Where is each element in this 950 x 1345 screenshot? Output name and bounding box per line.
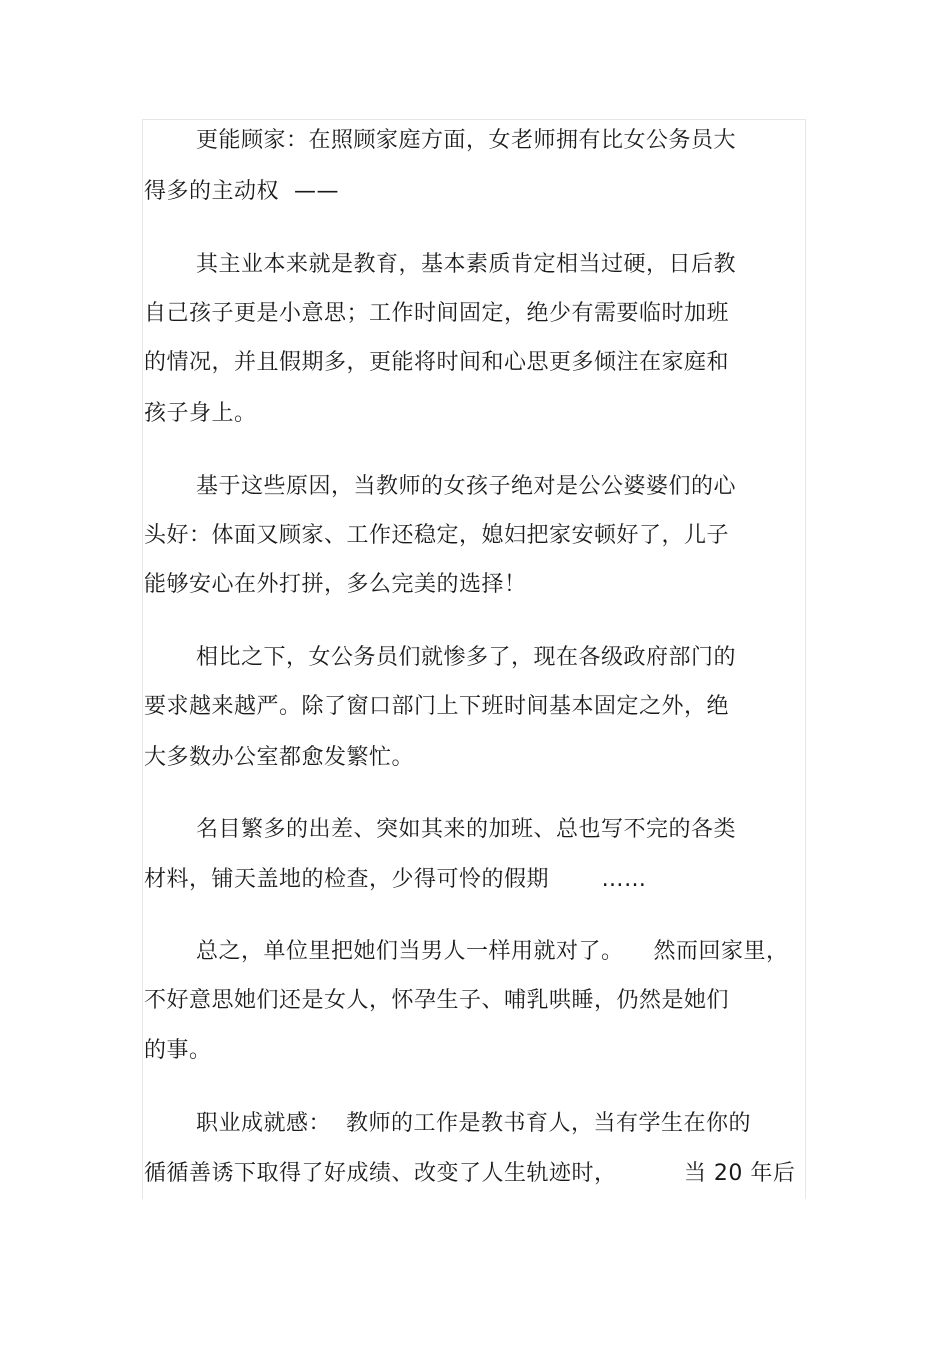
paragraph-line: 职业成就感： 教师的工作是教书育人，当有学生在你的 [196,1111,751,1136]
paragraph-line: 总之，单位里把她们当男人一样用就对了。 然而回家里， [196,939,789,964]
paragraph-line: 头好：体面又顾家、工作还稳定，媳妇把家安顿好了，儿子 [144,523,730,548]
paragraph-line: 自己孩子更是小意思；工作时间固定，绝少有需要临时加班 [144,301,730,326]
paragraph-line: 的事。 [144,1038,212,1063]
paragraph-line: 孩子身上。 [144,401,257,426]
paragraph-line: 基于这些原因，当教师的女孩子绝对是公公婆婆们的心 [196,474,737,499]
paragraph-line: 相比之下，女公务员们就惨多了，现在各级政府部门的 [196,645,737,670]
paragraph-line: 要求越来越严。除了窗口部门上下班时间基本固定之外，绝 [144,694,730,719]
paragraph-line: 其主业本来就是教育，基本素质肯定相当过硬，日后教 [196,252,737,277]
paragraph-line: 循循善诱下取得了好成绩、改变了人生轨迹时， 当 20 年后 [144,1161,796,1186]
paragraph-line: 大多数办公室都愈发繁忙。 [144,745,415,770]
paragraph-line: 材料，铺天盖地的检查，少得可怜的假期 …… [144,867,647,892]
paragraph-line: 名目繁多的出差、突如其来的加班、总也写不完的各类 [196,817,737,842]
paragraph-line: 的情况，并且假期多，更能将时间和心思更多倾注在家庭和 [144,350,730,375]
paragraph-line: 更能顾家：在照顾家庭方面，女老师拥有比女公务员大 [196,128,737,153]
paragraph-line: 不好意思她们还是女人，怀孕生子、哺乳哄睡，仍然是她们 [144,988,730,1013]
paragraph-line: 得多的主动权 —— [144,179,339,204]
paragraph-line: 能够安心在外打拼，多么完美的选择！ [144,572,527,597]
